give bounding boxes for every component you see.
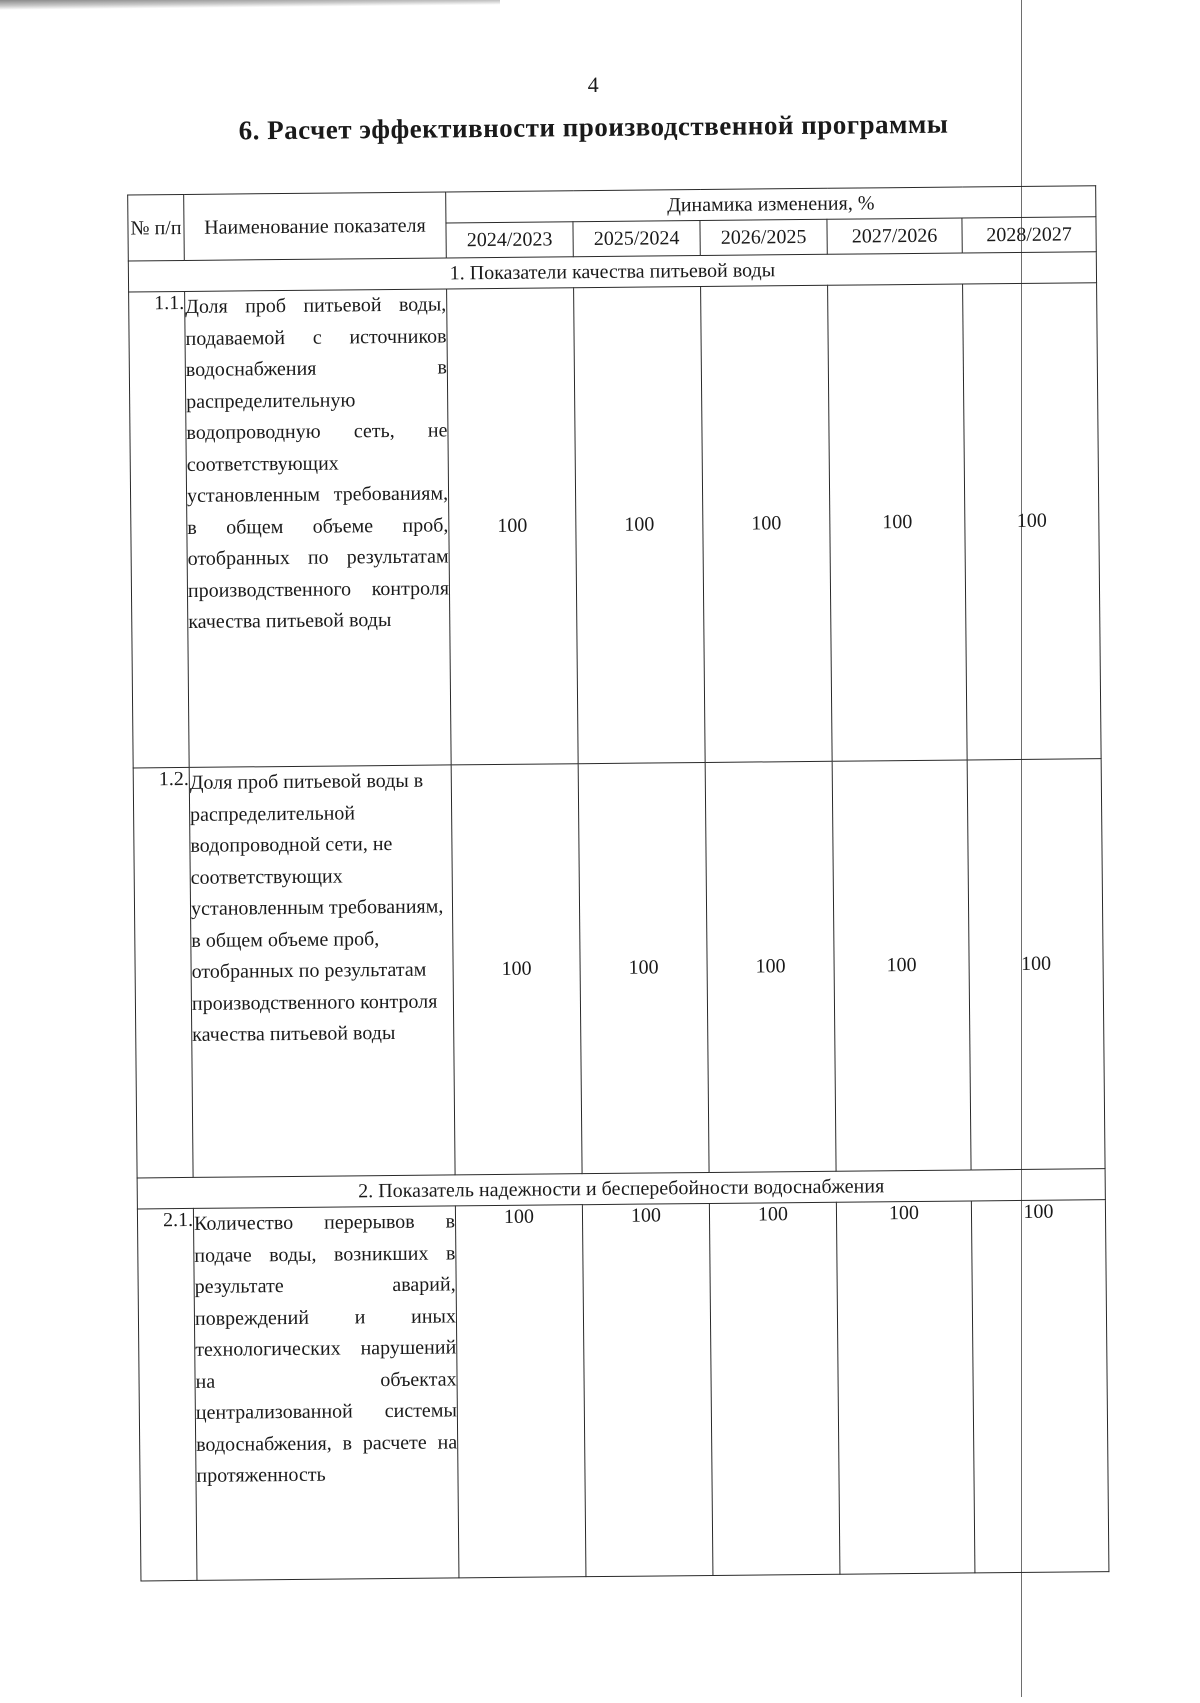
value-cell: 100	[967, 759, 1105, 1170]
value-cell: 100	[828, 284, 968, 761]
header-year: 2025/2024	[573, 221, 700, 257]
indicator-name: Количество перерывов в подаче воды, возникших в результате аварий, повреждений и иных технологических нарушений на объектах централизованной системы водоснабжения, в расчете на протяженность	[193, 1206, 459, 1580]
header-year: 2024/2023	[446, 222, 573, 258]
header-year: 2027/2026	[827, 218, 962, 254]
table-row	[129, 283, 1102, 768]
table-row	[133, 759, 1105, 1178]
value-cell: 100	[578, 762, 709, 1173]
header-num: № п/п	[128, 194, 185, 261]
indicator-name: Доля проб питьевой воды, подаваемой с источников водоснабжения в распределительную водопроводную сеть, не соответствующих установленным требованиям, в общем объеме проб, отобранных по результатам производственного контроля качества питьевой воды	[185, 289, 452, 767]
value-cell: 100	[447, 288, 579, 765]
value-cell: 100	[709, 1202, 840, 1575]
value-cell: 100	[455, 1205, 586, 1578]
value-cell: 100	[832, 760, 971, 1171]
header-year: 2028/2027	[962, 217, 1096, 253]
header-year: 2026/2025	[700, 219, 827, 255]
value-cell: 100	[836, 1201, 975, 1574]
value-cell: 100	[451, 764, 582, 1175]
value-cell: 100	[582, 1203, 713, 1576]
table-row	[137, 1200, 1109, 1581]
efficiency-table	[127, 185, 1109, 1581]
value-cell: 100	[701, 285, 833, 762]
section-title: 1. Показатели качества питьевой воды	[128, 252, 1096, 292]
value-cell: 100	[963, 283, 1102, 760]
row-number: 1.2.	[133, 767, 193, 1178]
indicator-name: Доля проб питьевой воды в распределительной водопроводной сети, не соответствующих установленным требованиям, в общем объеме проб, отобранных по результатам производственного контроля качества питьевой воды	[189, 765, 455, 1177]
row-number: 2.1.	[137, 1208, 197, 1581]
value-cell: 100	[971, 1200, 1109, 1573]
value-cell: 100	[705, 761, 836, 1172]
value-cell: 100	[574, 287, 706, 764]
page-title: 6. Расчет эффективности производственной программы	[238, 108, 949, 146]
row-number: 1.1.	[129, 291, 190, 768]
header-name: Наименование показателя	[184, 192, 447, 261]
page-number: 4	[587, 71, 599, 98]
header-dynamics: Динамика изменения, %	[446, 186, 1096, 223]
section-title: 2. Показатель надежности и бесперебойности водоснабжения	[137, 1169, 1105, 1209]
